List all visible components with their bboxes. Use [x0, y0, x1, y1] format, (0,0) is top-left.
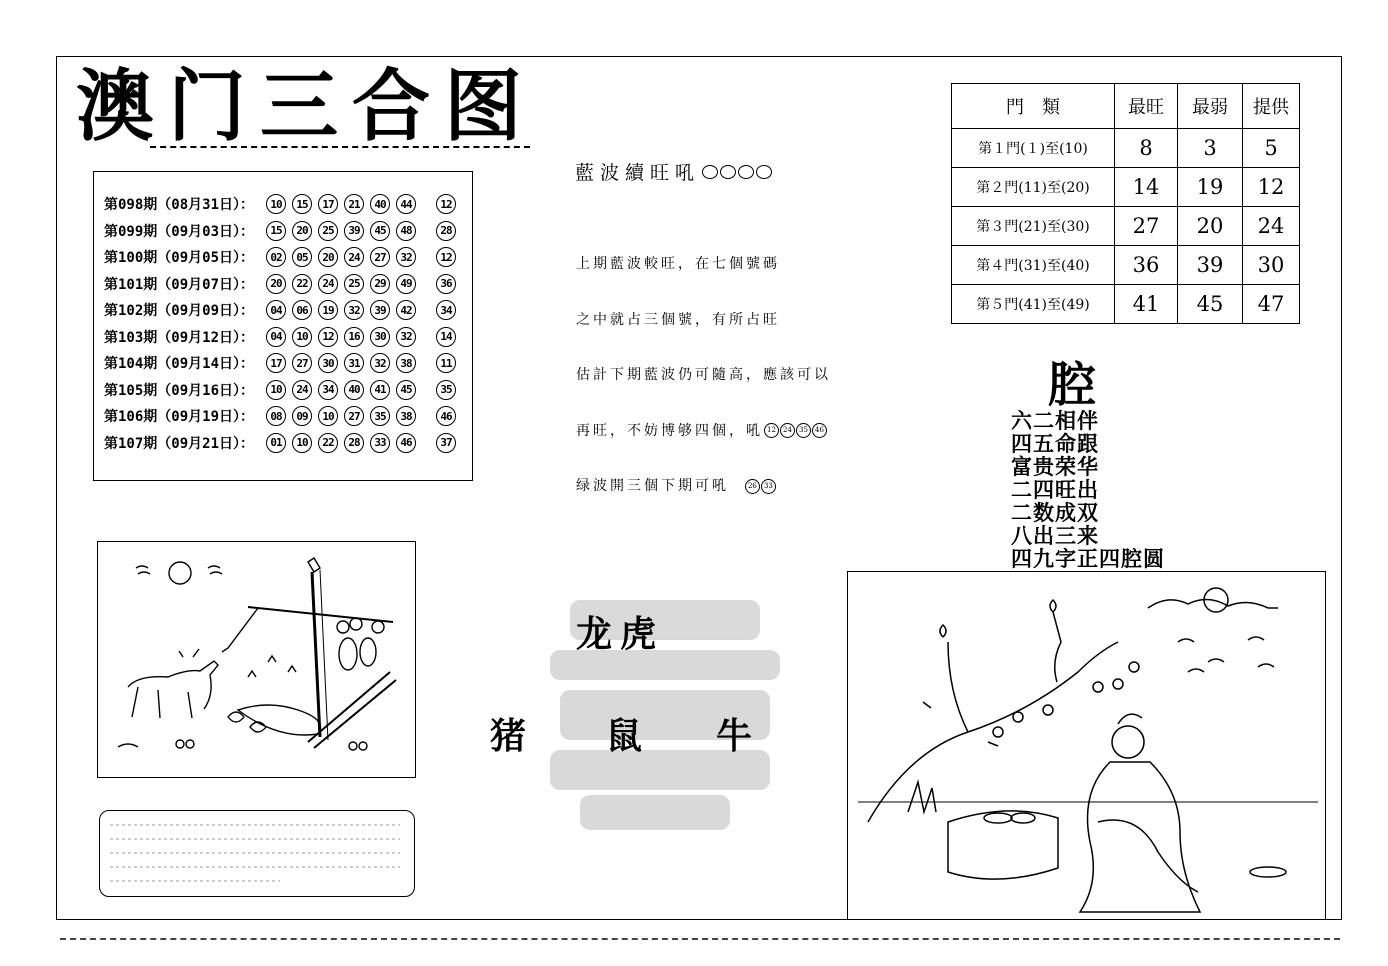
table-row — [952, 246, 1300, 285]
number-ball: 02 — [266, 247, 286, 267]
draw-label: 第103期（09月12日）： — [104, 329, 255, 346]
number-ball: 39 — [370, 300, 390, 320]
special-number-ball: 11 — [436, 353, 456, 373]
paragraph-line — [576, 422, 831, 441]
door-range: 第４門(31)至(40) — [952, 246, 1115, 285]
number-ball: 10 — [318, 406, 338, 426]
number-ball: 04 — [266, 327, 286, 347]
door-header-offer: 提供 — [1243, 84, 1300, 129]
draw-results-box — [93, 171, 473, 481]
number-ball: 41 — [370, 380, 390, 400]
draw-label: 第102期（09月09日）： — [104, 303, 255, 319]
number-ball: 15 — [292, 194, 312, 214]
door-min: 19 — [1178, 168, 1243, 207]
circle-icon — [756, 165, 772, 179]
table-row — [952, 129, 1300, 168]
door-max: 27 — [1115, 207, 1178, 246]
door-offer: 12 — [1243, 168, 1300, 207]
deer-gourd-illustration — [97, 541, 416, 778]
number-ball: 40 — [370, 194, 390, 214]
draw-label: 第098期（08月31日）： — [104, 197, 255, 213]
door-offer: 24 — [1243, 207, 1300, 246]
faint-text-lines — [100, 811, 414, 896]
door-range: 第５門(41)至(49) — [952, 285, 1115, 324]
special-number-ball: 37 — [436, 433, 456, 453]
number-ball: 29 — [370, 274, 390, 294]
number-ball: 35 — [370, 406, 390, 426]
draw-label: 第107期（09月21日）： — [104, 435, 255, 452]
mini-number-ball: 35 — [796, 423, 811, 438]
draw-label: 第106期（09月19日）： — [104, 409, 255, 425]
special-number-ball: 46 — [436, 406, 456, 426]
number-ball: 42 — [396, 300, 416, 320]
paragraph-line-text: 再旺，不妨博够四個，吼 — [576, 422, 763, 439]
paragraph-line: 估計下期藍波仍可隨高，應該可以 — [576, 367, 831, 383]
special-number-ball: 28 — [436, 221, 456, 241]
number-ball: 10 — [292, 433, 312, 453]
number-ball: 05 — [292, 247, 312, 267]
door-range: 第１門(１)至(10) — [952, 129, 1115, 168]
poem-line: 四五命跟 — [1011, 431, 1099, 456]
door-offer: 47 — [1243, 285, 1300, 324]
number-ball: 48 — [396, 221, 416, 241]
number-ball: 08 — [266, 406, 286, 426]
zodiac-rat: 鼠 — [606, 715, 643, 757]
number-ball: 45 — [396, 380, 416, 400]
number-ball: 24 — [344, 247, 364, 267]
door-range: 第２門(11)至(20) — [952, 168, 1115, 207]
door-min: 39 — [1178, 246, 1243, 285]
mini-number-ball: 26 — [745, 479, 760, 494]
number-ball: 20 — [266, 274, 286, 294]
qiang-character: 腔 — [1048, 357, 1097, 413]
draw-row — [104, 297, 462, 323]
number-ball: 16 — [344, 327, 364, 347]
door-min: 3 — [1178, 129, 1243, 168]
door-min: 20 — [1178, 207, 1243, 246]
number-ball: 10 — [266, 380, 286, 400]
mini-number-ball: 33 — [761, 479, 776, 494]
table-row — [952, 207, 1300, 246]
number-ball: 20 — [318, 247, 338, 267]
door-table-header — [952, 84, 1300, 129]
paragraph-line-text: 绿波開三個下期可吼 — [576, 478, 729, 494]
draw-label: 第104期（09月14日）： — [104, 356, 255, 372]
draw-row — [104, 191, 462, 217]
draw-row — [104, 403, 462, 429]
number-ball: 09 — [292, 406, 312, 426]
draw-row — [104, 430, 462, 456]
number-ball: 30 — [318, 353, 338, 373]
draw-label: 第100期（09月05日）： — [104, 250, 255, 266]
special-number-ball: 12 — [436, 194, 456, 214]
page-title: 澳门三合图 — [76, 62, 537, 152]
poem-line: 富贵荣华 — [1011, 454, 1099, 479]
number-ball: 33 — [370, 433, 390, 453]
draw-row — [104, 324, 462, 350]
note-box — [99, 810, 415, 897]
number-ball: 22 — [318, 433, 338, 453]
door-max: 8 — [1115, 129, 1178, 168]
number-ball: 32 — [344, 300, 364, 320]
poem-line: 二数成双 — [1011, 500, 1099, 525]
number-ball: 34 — [318, 380, 338, 400]
bottom-edge-dash — [60, 938, 1340, 940]
door-header-min: 最弱 — [1178, 84, 1243, 129]
number-ball: 45 — [370, 221, 390, 241]
number-ball: 32 — [396, 327, 416, 347]
number-ball: 01 — [266, 433, 286, 453]
number-ball: 22 — [292, 274, 312, 294]
draw-row — [104, 218, 462, 244]
door-max: 41 — [1115, 285, 1178, 324]
number-ball: 39 — [344, 221, 364, 241]
number-ball: 38 — [396, 353, 416, 373]
draw-label: 第105期（09月16日）： — [104, 382, 255, 399]
number-ball: 25 — [318, 221, 338, 241]
analysis-paragraph — [576, 218, 831, 514]
circle-icon — [702, 165, 718, 179]
number-ball: 38 — [396, 406, 416, 426]
number-ball: 32 — [370, 353, 390, 373]
zodiac-pig: 猪 — [490, 715, 527, 757]
paragraph-balls — [744, 478, 776, 494]
door-offer: 30 — [1243, 246, 1300, 285]
poem-line: 四九字正四腔圆 — [1011, 546, 1165, 571]
circle-icon — [720, 165, 736, 179]
number-ball: 24 — [292, 380, 312, 400]
number-ball: 20 — [292, 221, 312, 241]
door-table — [951, 83, 1300, 324]
special-number-ball: 36 — [436, 274, 456, 294]
poem-line: 二四旺出 — [1011, 477, 1099, 502]
poem — [1011, 409, 1165, 570]
number-ball: 44 — [396, 194, 416, 214]
special-number-ball: 35 — [436, 380, 456, 400]
number-ball: 19 — [318, 300, 338, 320]
special-number-ball: 14 — [436, 327, 456, 347]
number-ball: 27 — [344, 406, 364, 426]
door-range: 第３門(21)至(30) — [952, 207, 1115, 246]
mini-number-ball: 12 — [764, 423, 779, 438]
number-ball: 24 — [318, 274, 338, 294]
zodiac-top: 龙虎 — [576, 613, 665, 655]
number-ball: 49 — [396, 274, 416, 294]
deer-gourd-drawing — [98, 542, 415, 777]
table-row — [952, 285, 1300, 324]
table-row — [952, 168, 1300, 207]
number-ball: 31 — [344, 353, 364, 373]
draw-row — [104, 377, 462, 403]
number-ball: 17 — [318, 194, 338, 214]
number-ball: 27 — [292, 353, 312, 373]
number-ball: 15 — [266, 221, 286, 241]
number-ball: 17 — [266, 353, 286, 373]
door-header-max: 最旺 — [1115, 84, 1178, 129]
paragraph-line: 上期藍波較旺，在七個號碼 — [576, 256, 780, 272]
lady-tree-illustration — [847, 571, 1326, 920]
number-ball: 32 — [396, 247, 416, 267]
number-ball: 12 — [318, 327, 338, 347]
number-ball: 10 — [292, 327, 312, 347]
number-ball: 06 — [292, 300, 312, 320]
zodiac-ox: 牛 — [716, 715, 753, 757]
number-ball: 10 — [266, 194, 286, 214]
door-min: 45 — [1178, 285, 1243, 324]
draw-row — [104, 350, 462, 376]
number-ball: 27 — [370, 247, 390, 267]
door-offer: 5 — [1243, 129, 1300, 168]
poem-line: 八出三来 — [1011, 523, 1099, 548]
number-ball: 40 — [344, 380, 364, 400]
mini-number-ball: 46 — [812, 423, 827, 438]
blue-wave-heading — [575, 158, 772, 185]
poem-line: 六二相伴 — [1011, 408, 1099, 433]
title-underline — [150, 146, 530, 148]
draw-row — [104, 271, 462, 297]
mini-number-ball: 24 — [780, 423, 795, 438]
circle-icon — [738, 165, 754, 179]
number-ball: 25 — [344, 274, 364, 294]
lady-tree-drawing — [848, 572, 1325, 919]
blue-wave-heading-text: 藍波續旺吼 — [575, 162, 701, 184]
special-number-ball: 12 — [436, 247, 456, 267]
draw-label: 第101期（09月07日）： — [104, 276, 255, 293]
number-ball: 46 — [396, 433, 416, 453]
paragraph-line — [576, 477, 831, 496]
number-ball: 28 — [344, 433, 364, 453]
draw-row — [104, 244, 462, 270]
number-ball: 04 — [266, 300, 286, 320]
draw-label: 第099期（09月03日）： — [104, 223, 255, 240]
paragraph-line: 之中就占三個號，有所占旺 — [576, 311, 780, 328]
number-ball: 21 — [344, 194, 364, 214]
special-number-ball: 34 — [436, 300, 456, 320]
door-header-category: 門 類 — [952, 84, 1115, 129]
door-max: 14 — [1115, 168, 1178, 207]
door-max: 36 — [1115, 246, 1178, 285]
number-ball: 30 — [370, 327, 390, 347]
paragraph-balls — [763, 423, 827, 439]
